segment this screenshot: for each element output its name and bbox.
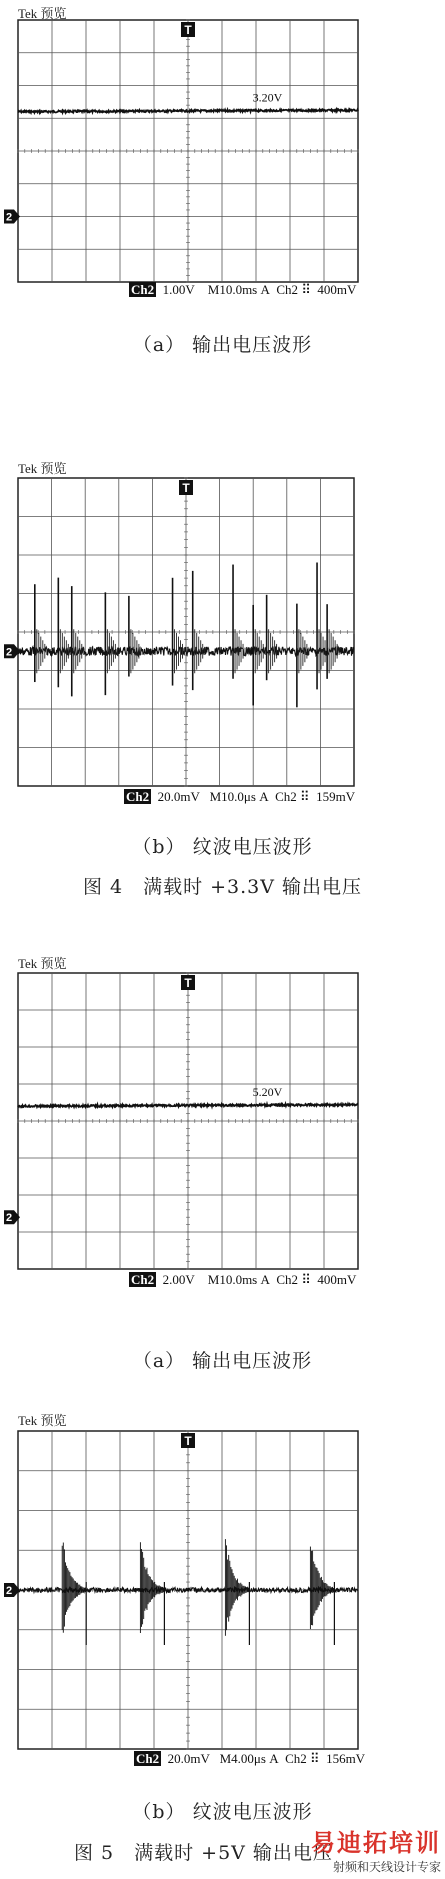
trigger-position-marker: [181, 1433, 195, 1448]
svg-text:T: T: [184, 1434, 192, 1448]
caption-fig5b: （b） 纹波电压波形: [132, 1801, 313, 1823]
watermark-brand: 易迪拓培训: [311, 1829, 441, 1857]
voltage-level-label: 5.20V: [252, 1085, 283, 1100]
trigger-position-marker: [181, 22, 195, 37]
scope-fig4b: [0, 450, 445, 820]
watermark-tagline: 射频和天线设计专家: [332, 1860, 441, 1874]
svg-text:2: 2: [5, 211, 13, 224]
volts-per-div: 2.00V: [162, 1272, 195, 1287]
acq-mode: A: [269, 1751, 279, 1766]
trigger-level: 400mV: [317, 1272, 357, 1287]
scope-screen: [0, 450, 445, 820]
trigger-position-marker: [179, 480, 193, 495]
time-per-div: M10.0μs: [209, 789, 256, 804]
channel-label: Ch2: [126, 789, 150, 804]
scope-header: Tek 预览: [18, 461, 67, 476]
trigger-channel: Ch2: [276, 282, 299, 297]
trigger-channel: Ch2: [285, 1751, 307, 1766]
scope-status: [124, 789, 355, 805]
voltage-level-label: 3.20V: [252, 90, 283, 105]
figure-5-title: 图 5 满载时 +5V 输出电压: [74, 1842, 333, 1864]
svg-text:2: 2: [5, 646, 13, 659]
svg-text:T: T: [184, 976, 192, 990]
channel-label: Ch2: [131, 282, 155, 297]
svg-text:T: T: [184, 23, 192, 37]
svg-text:2: 2: [5, 1585, 13, 1597]
trigger-channel: Ch2: [275, 789, 297, 804]
scope-status: [129, 282, 356, 298]
time-per-div: M10.0ms: [207, 282, 258, 297]
scope-screen: [0, 1405, 445, 1775]
scope-fig4a: [0, 0, 445, 300]
scope-screen: [0, 0, 445, 300]
trigger-level: 400mV: [317, 282, 357, 297]
scope-status: [134, 1751, 365, 1767]
acq-mode: A: [260, 282, 270, 297]
rising-edge-icon: ⠿: [300, 789, 310, 804]
caption-fig4b: （b） 纹波电压波形: [132, 836, 313, 858]
trigger-level: 156mV: [326, 1751, 366, 1766]
rising-edge-icon: ⠿: [301, 1272, 311, 1287]
figure-4-title: 图 4 满载时 +3.3V 输出电压: [82, 876, 363, 898]
channel-label: Ch2: [136, 1751, 160, 1766]
acq-mode: A: [259, 789, 269, 804]
volts-per-div: 1.00V: [162, 282, 195, 297]
scope-header: Tek 预览: [18, 956, 67, 971]
scope-status: [129, 1272, 356, 1288]
trigger-channel: Ch2: [276, 1272, 299, 1287]
svg-text:2: 2: [5, 1212, 13, 1225]
caption-fig4a: （a） 输出电压波形: [132, 334, 313, 356]
scope-fig5a: [0, 945, 445, 1295]
trigger-position-marker: [181, 975, 195, 990]
scope-header: Tek 预览: [18, 6, 67, 21]
time-per-div: M4.00μs: [219, 1751, 266, 1766]
caption-fig5a: （a） 输出电压波形: [132, 1350, 313, 1372]
scope-header: Tek 预览: [18, 1413, 67, 1428]
channel-label: Ch2: [131, 1272, 155, 1287]
watermark-logo: [296, 1823, 441, 1875]
svg-text:T: T: [182, 481, 190, 495]
rising-edge-icon: ⠿: [301, 282, 311, 297]
rising-edge-icon: ⠿: [310, 1751, 320, 1766]
volts-per-div: 20.0mV: [157, 789, 200, 804]
scope-screen: [0, 945, 445, 1295]
time-per-div: M10.0ms: [207, 1272, 258, 1287]
volts-per-div: 20.0mV: [167, 1751, 210, 1766]
scope-fig5b: [0, 1405, 445, 1775]
acq-mode: A: [260, 1272, 270, 1287]
trigger-level: 159mV: [316, 789, 356, 804]
